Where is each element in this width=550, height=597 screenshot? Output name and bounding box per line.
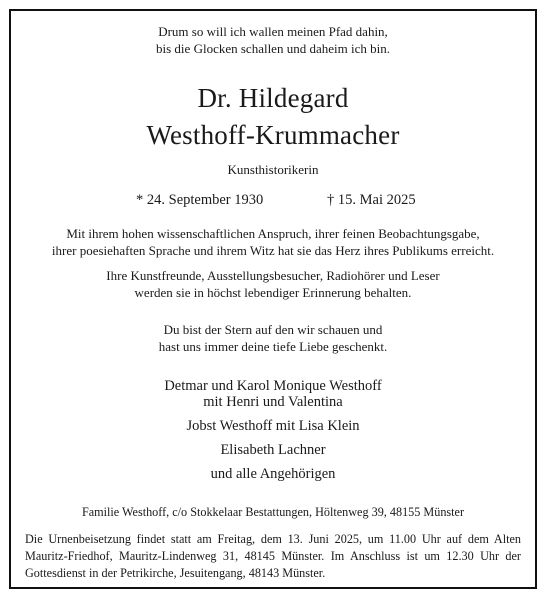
mourner-3: Jobst Westhoff mit Lisa Klein	[186, 418, 360, 434]
quote-line-2: hast uns immer deine tiefe Liebe geschenkt.	[158, 339, 388, 354]
mourner-2: mit Henri und Valentina	[203, 394, 343, 410]
poem-line-2: bis die Glocken schallen und daheim ich bin.	[156, 41, 390, 56]
name-line-1: Dr. Hildegard	[197, 83, 349, 113]
name-line-2: Westhoff-Krummacher	[146, 120, 400, 150]
quote-line-1: Du bist der Stern auf den wir schauen und	[163, 322, 383, 337]
obituary-frame	[9, 9, 537, 589]
mourner-1: Detmar und Karol Monique Westhoff	[164, 378, 382, 394]
mourner-4: Elisabeth Lachner	[220, 442, 326, 458]
memory-line-2: werden sie in höchst lebendiger Erinnerung behalten.	[134, 285, 412, 300]
profession: Kunsthistorikerin	[227, 162, 319, 177]
birth-date: * 24. September 1930	[136, 192, 264, 208]
family-address: Familie Westhoff, c/o Stokkelaar Bestattungen, Höltenweg 39, 48155 Münster	[81, 505, 465, 519]
tribute-line-1: Mit ihrem hohen wissenschaftlichen Anspruch, ihrer feinen Beobachtungsgabe,	[66, 226, 480, 241]
death-date: † 15. Mai 2025	[327, 192, 416, 208]
tribute-line-2: ihrer poesiehaften Sprache und ihrem Witz hat sie das Herz ihres Publikums erreicht.	[51, 243, 495, 258]
funeral-notice: Die Urnenbeisetzung findet statt am Freitag, dem 13. Juni 2025, um 11.00 Uhr auf dem Alten Mauritz-Friedhof, Mauritz-Lindenweg 31, 48145 Münster. Im Anschluss ist um 12.30 Uhr der Gottesdienst in der Petrikirche, Jesuitengang, 48143 Münster.	[25, 532, 521, 580]
memory-line-1: Ihre Kunstfreunde, Ausstellungsbesucher, Radiohörer und Leser	[106, 268, 440, 283]
poem-line-1: Drum so will ich wallen meinen Pfad dahin,	[158, 24, 388, 39]
mourner-5: und alle Angehörigen	[210, 466, 336, 482]
